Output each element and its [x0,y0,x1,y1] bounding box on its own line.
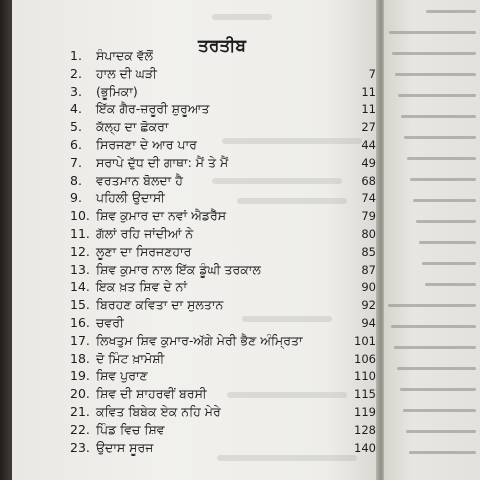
right-page-text-line [401,115,476,118]
toc-entry-title: ਸੰਪਾਦਕ ਵੱਲੋਂ [96,48,154,63]
toc-entry-page: 101 [354,333,376,348]
toc-entry-title: ਲਿਖਤੁਮ ਸ਼ਿਵ ਕੁਮਾਰ-ਅੱਗੇ ਮੇਰੀ ਭੈਣ ਅੰਮ੍ਰਿਤਾ [96,332,303,348]
toc-entry-number: 20. [70,386,90,402]
toc-entry-number: 5. [70,119,82,135]
right-page-text-line [404,136,476,139]
right-page-text-line [389,31,476,34]
toc-entry-title: ਸ਼ਿਵ ਦੀ ਸ਼ਾਹਰਵੀਂ ਬਰਸੀ [96,386,207,402]
right-page-text-line [403,409,476,412]
toc-entry-number: 22. [70,421,90,437]
toc-entry-number: 1. [70,48,82,63]
toc-entry-number: 4. [70,101,82,117]
toc-entry-title: ਇੱਕ ਗੈਰ-ਜ਼ਰੂਰੀ ਸ਼ੁਰੂਆਤ [96,101,210,117]
toc-entry-page: 94 [361,316,376,330]
toc-entry-page: 44 [361,138,376,152]
toc-entry-number: 6. [70,137,82,152]
toc-entry-title: ਉਦਾਸ ਸੂਰਜ [96,439,154,455]
book-page-right [384,0,480,480]
toc-entry-page: 92 [361,298,376,313]
toc-entry-page: 119 [354,405,376,419]
toc-entry-page: 79 [361,209,376,224]
toc-entry-title: (ਭੂਮਿਕਾ) [96,83,138,99]
toc-entry-number: 14. [70,279,90,295]
toc-entry-number: 18. [70,350,90,366]
toc-entry-number: 9. [70,190,82,206]
right-page-text-line [409,451,476,454]
right-page-text-line [391,325,476,328]
toc-entry-page: 68 [361,173,376,188]
toc-entry-page: 106 [354,351,376,366]
toc-entry-page: 87 [361,262,376,277]
toc-entry-number: 8. [70,172,82,188]
toc-entry-number: 23. [70,439,90,455]
toc-entry-number: 3. [70,83,82,99]
toc-entry-number: 2. [70,65,82,81]
toc-entry-number: 16. [70,315,90,330]
toc-entry-title: ਗੱਲਾਂ ਰਹਿ ਜਾਂਦੀਆਂ ਨੇ [96,226,194,241]
right-page-text-line [406,430,476,433]
right-page-text-line [392,52,476,55]
toc-entry-number: 13. [70,261,90,277]
toc-entry-page: 11 [361,84,376,99]
toc-entry-page: 74 [361,191,376,206]
toc-entry-number: 19. [70,368,90,384]
right-page-text-line [425,283,476,286]
toc-entry-title: ਪਿੰਡ ਵਿਚ ਸ਼ਿਵ [96,421,165,437]
toc-entry-title: ਸ਼ਿਵ ਕੁਮਾਰ ਨਾਲ ਇੱਕ ਡੂੰਘੀ ਤਰਕਾਲ [96,261,261,277]
toc-entry-title: ਵਰਤਮਾਨ ਬੋਲਦਾ ਹੈ [96,172,183,188]
toc-entry-number: 11. [70,226,90,241]
toc-entry-page: 27 [361,120,376,135]
toc-entry-title: ਕਵਿਤ ਬਿਬੇਕ ਏਕ ਨਹਿ ਮੇਰੇ [96,404,221,419]
bleed-through-text [212,14,272,20]
right-page-text-line [410,178,476,181]
toc-entry-page: 115 [354,387,376,402]
toc-entry-title: ਸਰਾਪੇ ਦੁੱਧ ਦੀ ਗਾਥਾ: ਮੈਂ ਤੇ ਮੈਂ [96,154,229,170]
toc-entry-title: ਚਵਰੀ [96,315,124,330]
toc-entry-page: 49 [361,155,376,170]
toc-entry-page: 90 [361,280,376,295]
toc-entry-title: ਕੱਲ੍ਹ ਦਾ ਛੋਕਰਾ [96,119,169,135]
toc-entry-title: ਸ਼ਿਵ ਪੁਰਾਣ [96,368,148,384]
toc-entry-number: 17. [70,332,90,348]
right-page-text-line [398,94,476,97]
toc-entry-title: ਇਕ ਖ਼ਤ ਸ਼ਿਵ ਦੇ ਨਾਂ [96,279,188,295]
right-page-text-line [395,73,476,76]
toc-entry-page: 110 [354,369,376,384]
toc-entry-title: ਸਿਰਜਣਾ ਦੇ ਆਰ ਪਾਰ [96,137,197,152]
right-page-text-line [397,367,476,370]
toc-entry-page: 80 [361,227,376,241]
toc-entry-title: ਸ਼ਿਵ ਕੁਮਾਰ ਦਾ ਨਵਾਂ ਐਡਰੈੱਸ [96,208,227,224]
toc-entry-number: 7. [70,154,82,170]
right-page-text-line [388,304,476,307]
right-page-text-line [416,220,476,223]
toc-entry-page: 11 [361,102,376,117]
toc-entry-number: 21. [70,404,90,419]
toc-entry-page: 128 [354,422,376,437]
toc-entry-title: ਹਾਲ ਦੀ ਘੜੀ [96,65,157,81]
book-page-left [12,0,382,480]
toc-entry-number: 15. [70,297,90,313]
right-page-text-line [426,10,476,13]
toc-entry-page: 85 [361,244,376,259]
right-page-text-line [422,262,476,265]
right-page-text-line [394,346,476,349]
toc-entry-title: ਲੂਣਾ ਦਾ ਸਿਰਜਣਹਾਰ [96,243,192,259]
toc-entry-number: 10. [70,208,90,224]
toc-entry-title: ਪਹਿਲੀ ਉਦਾਸੀ [96,190,165,206]
right-page-text-line [400,388,476,391]
right-page-text-line [407,157,476,160]
right-page-text-line [419,241,476,244]
toc-entry-page: 140 [354,440,376,455]
toc-entry [70,438,376,458]
toc-title: ਤਰਤੀਬ [198,36,247,56]
toc-entry-title: ਬਿਰਹਣ ਕਵਿਤਾ ਦਾ ਸੁਲਤਾਨ [96,297,224,313]
right-page-text-line [413,199,476,202]
toc-entry-page: 7 [368,66,376,81]
toc-entry-number: 12. [70,243,90,259]
toc-entry-title: ਦੋ ਮਿੰਟ ਖ਼ਾਮੋਸ਼ੀ [96,350,165,366]
